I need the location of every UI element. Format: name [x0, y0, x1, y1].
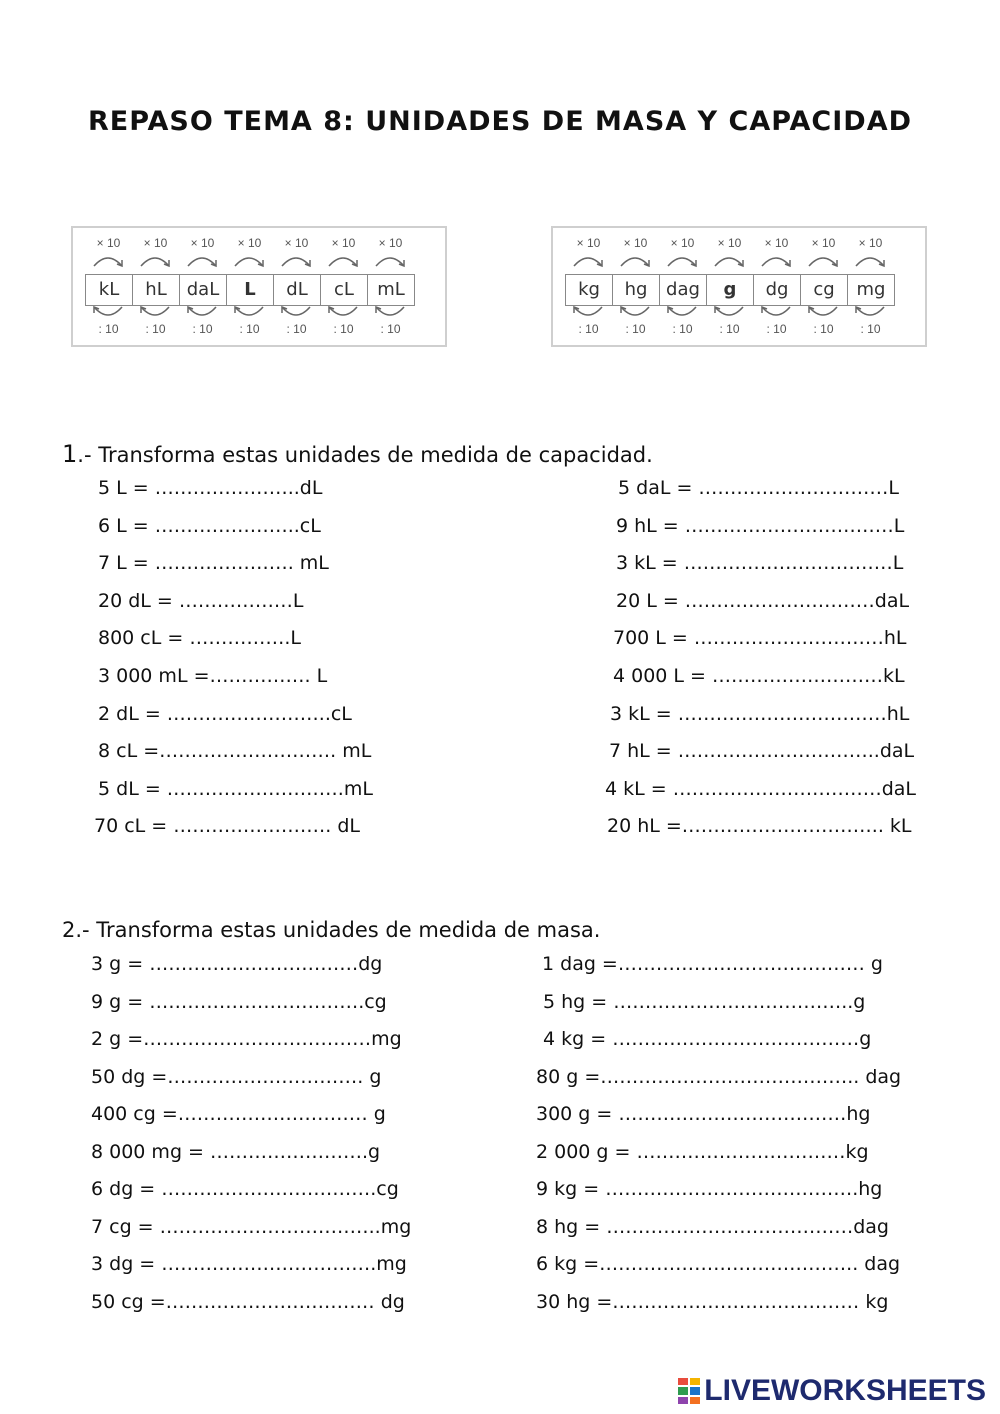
logo-tile [678, 1387, 688, 1394]
exercise-item[interactable]: 7 hL = …………………………..daL [609, 740, 915, 763]
logo-text: LIVEWORKSHEETS [704, 1374, 986, 1407]
exercise-item[interactable]: 3 dg = …………………………….mg [91, 1253, 407, 1275]
divide-label: : 10 [380, 322, 401, 336]
exercise-item[interactable]: 50 dg =…………………………. g [91, 1065, 382, 1088]
exercise-item[interactable]: 20 L = …………………………daL [616, 589, 910, 612]
exercise-item[interactable]: 50 cg =…………………………… dg [91, 1290, 405, 1313]
unit-cell-dg: dg [754, 275, 801, 305]
exercise-item[interactable]: 2 dL = ……………………..cL [98, 702, 352, 725]
divide-label: : 10 [239, 322, 260, 336]
mass-units-row [565, 274, 895, 306]
exercise-item[interactable]: 20 hL =………………………….. kL [607, 815, 912, 838]
multiply-label: × 10 [190, 236, 215, 250]
exercise-item[interactable]: 6 dg = …………………………….cg [91, 1178, 399, 1200]
exercise-item[interactable]: 6 L = …………………..cL [98, 514, 321, 537]
unit-cell-L: L [227, 275, 274, 305]
exercise-item[interactable]: 7 cg = ……………………………..mg [91, 1215, 412, 1238]
unit-cell-cg: cg [801, 275, 848, 305]
capacity-units-row [85, 274, 415, 306]
exercise-item[interactable]: 3 000 mL =……………. L [98, 665, 328, 687]
exercise-item[interactable]: 8 hg = …………………………………dag [536, 1215, 889, 1238]
divide-labels-row [85, 322, 435, 336]
divide-label: : 10 [813, 322, 834, 336]
divide-label: : 10 [625, 322, 646, 336]
divide-label: : 10 [333, 322, 354, 336]
exercise-item[interactable]: 700 L = …………………………hL [613, 627, 907, 650]
unit-cell-dL: dL [274, 275, 321, 305]
unit-cell-kL: kL [86, 275, 133, 305]
exercise-item[interactable]: 30 hg =………………………………… kg [536, 1290, 889, 1313]
divide-labels-row [565, 322, 915, 336]
logo-icon [678, 1378, 700, 1404]
divide-label: : 10 [766, 322, 787, 336]
unit-cell-daL: daL [180, 275, 227, 305]
multiply-label: × 10 [284, 236, 309, 250]
exercise-item[interactable]: 3 g = ……………………………dg [91, 953, 383, 975]
divide-label: : 10 [578, 322, 599, 336]
exercise-item[interactable]: 2 000 g = ……………………………kg [536, 1140, 869, 1163]
logo-tile [678, 1378, 688, 1385]
unit-cell-cL: cL [321, 275, 368, 305]
exercise-item[interactable]: 3 kL = ……………………………L [616, 552, 904, 575]
multiply-label: × 10 [670, 236, 695, 250]
exercise-item[interactable]: 5 dL = ……………………….mL [98, 777, 373, 800]
exercise-item[interactable]: 4 kg = …………………………………g [543, 1028, 872, 1050]
divide-label: : 10 [98, 322, 119, 336]
exercise-item[interactable]: 4 kL = ……………………………daL [605, 777, 917, 800]
logo-tile [690, 1397, 700, 1404]
multiply-label: × 10 [237, 236, 262, 250]
multiply-label: × 10 [378, 236, 403, 250]
multiply-label: × 10 [811, 236, 836, 250]
exercise-item[interactable]: 7 L = …………………. mL [98, 552, 329, 575]
divide-label: : 10 [719, 322, 740, 336]
exercise-item[interactable]: 80 g =………………………………….. dag [536, 1065, 902, 1088]
unit-cell-mg: mg [856, 279, 886, 300]
multiply-labels-row [85, 236, 435, 250]
liveworksheets-logo [678, 1374, 986, 1408]
divide-label: : 10 [860, 322, 881, 336]
unit-cell-hL: hL [133, 275, 180, 305]
exercise-item[interactable]: 6 kg =………………………………….. dag [536, 1253, 901, 1275]
exercise-item[interactable]: 400 cg =………………………… g [91, 1103, 386, 1125]
multiply-label: × 10 [717, 236, 742, 250]
exercise-item[interactable]: 1 dag =………………………………… g [542, 953, 883, 975]
unit-cell-kg: kg [566, 275, 613, 305]
exercise-item[interactable]: 4 000 L = ………………………kL [613, 665, 905, 687]
divide-label: : 10 [672, 322, 693, 336]
exercise-item[interactable]: 5 L = …………………..dL [98, 477, 323, 499]
exercise-item[interactable]: 9 hL = ……………………………L [616, 514, 905, 537]
logo-tile [678, 1397, 688, 1404]
exercise-item[interactable]: 800 cL = …………….L [98, 627, 301, 650]
unit-cell-mL: mL [377, 279, 405, 300]
mass-conversion-chart [551, 226, 927, 347]
exercise-item[interactable]: 9 kg = ………………………………….hg [536, 1178, 883, 1200]
unit-cell-dag: dag [660, 275, 707, 305]
exercise-item[interactable]: 70 cL = ……………………. dL [94, 815, 360, 838]
divide-label: : 10 [286, 322, 307, 336]
exercise-item[interactable]: 3 kL = ……………………………hL [610, 702, 910, 725]
divide-label: : 10 [192, 322, 213, 336]
multiply-label: × 10 [576, 236, 601, 250]
exercise-item[interactable]: 9 g = …………………………….cg [91, 990, 387, 1013]
exercise-item[interactable]: 5 hg = ………………………………..g [543, 990, 866, 1013]
exercise-item[interactable]: 300 g = ………………………………hg [536, 1103, 871, 1125]
logo-tile [690, 1378, 700, 1385]
unit-cell-g: g [707, 275, 754, 305]
section-1-heading: 1.- Transforma estas unidades de medida de capacidad. [62, 440, 653, 468]
multiply-label: × 10 [331, 236, 356, 250]
unit-cell-hg: hg [613, 275, 660, 305]
multiply-label: × 10 [96, 236, 121, 250]
exercise-item[interactable]: 5 daL = …………………………L [618, 477, 900, 499]
multiply-label: × 10 [858, 236, 883, 250]
section-2-heading: 2.- Transforma estas unidades de medida de masa. [62, 918, 601, 942]
multiply-label: × 10 [143, 236, 168, 250]
exercise-item[interactable]: 8 000 mg = …………………….g [91, 1140, 381, 1163]
exercise-item[interactable]: 20 dL = ………………L [98, 589, 304, 612]
page-title: REPASO TEMA 8: UNIDADES DE MASA Y CAPACIDAD [87, 106, 913, 137]
divide-label: : 10 [145, 322, 166, 336]
multiply-arrows [565, 250, 915, 272]
capacity-conversion-chart [71, 226, 447, 347]
multiply-label: × 10 [623, 236, 648, 250]
multiply-label: × 10 [764, 236, 789, 250]
section-1-number: 1 [62, 440, 78, 468]
multiply-arrows [85, 250, 435, 272]
exercise-item[interactable]: 2 g =………………………………mg [91, 1028, 402, 1050]
multiply-labels-row [565, 236, 915, 250]
logo-tile [690, 1387, 700, 1394]
exercise-item[interactable]: 8 cL =………………………. mL [98, 740, 372, 763]
